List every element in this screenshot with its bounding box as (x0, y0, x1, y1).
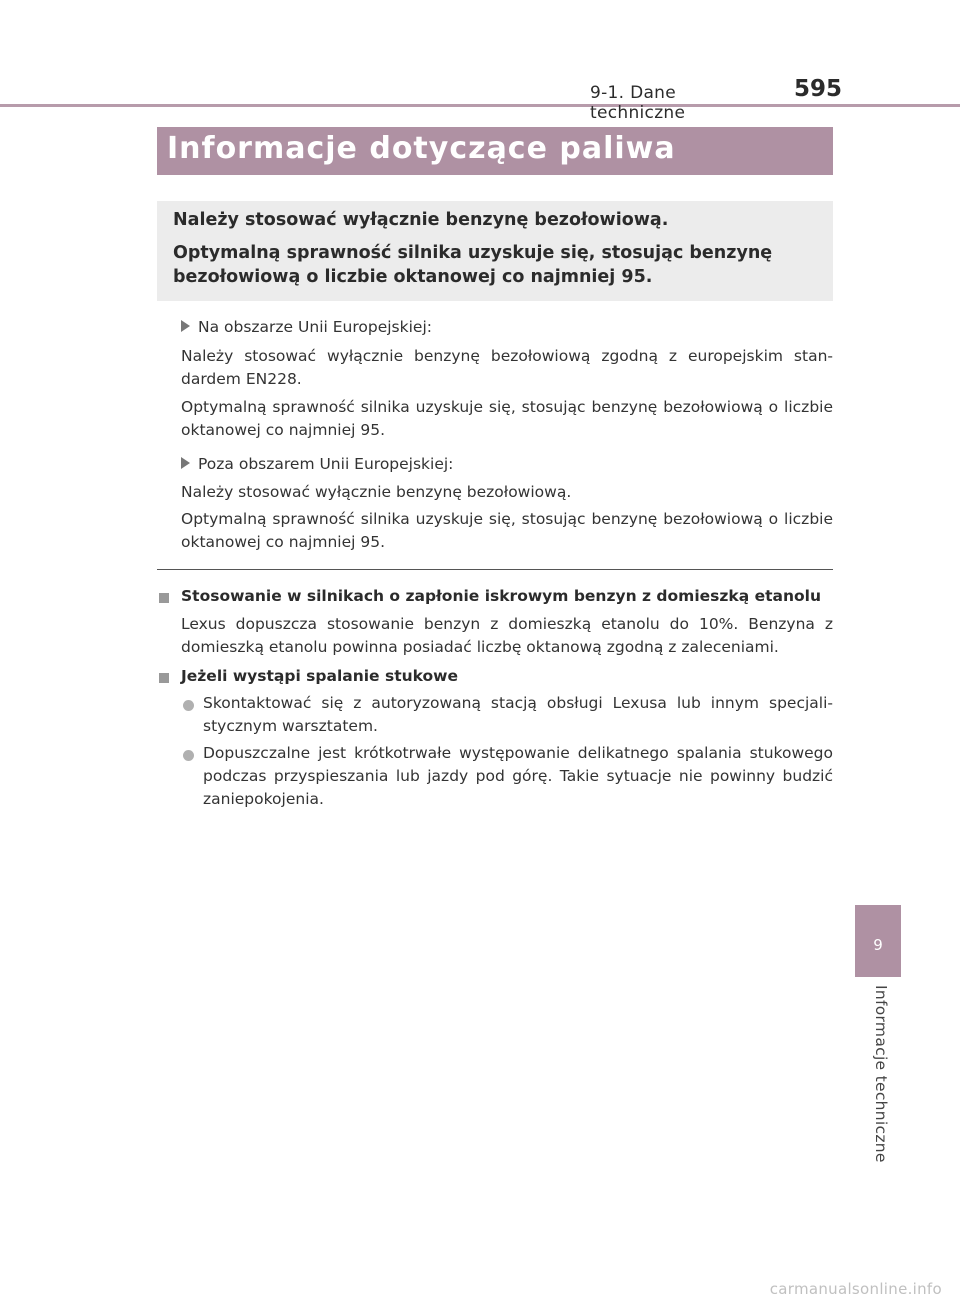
summary-line-1: Należy stosować wyłącznie benzynę bezołowiową. (173, 210, 669, 230)
non-eu-heading (181, 455, 453, 473)
ethanol-paragraph (181, 613, 833, 659)
summary-line-2: Optymalną sprawność silnika uzyskuje się, stosując benzynę bezołowiową o liczbie oktanowej co najmniej 95. (173, 243, 773, 287)
square-bullet-icon (159, 673, 169, 683)
non-eu-paragraph-2 (181, 508, 833, 554)
watermark: carmanualsonline.info (769, 1280, 942, 1298)
section-label: 9-1. Dane techniczne (590, 83, 686, 123)
square-bullet-icon (159, 593, 169, 603)
chapter-label (864, 985, 894, 1165)
eu-p1-text: Należy stosować wyłącznie benzynę bezołowiową zgodną z europejskim standardem EN228. (181, 347, 833, 388)
chapter-tab (855, 905, 901, 977)
eu-paragraph-1 (181, 345, 833, 391)
non-eu-p2-text: Optymalną sprawność silnika uzyskuje się, stosując benzynę bezołowiową o liczbie oktanowej co najmniej 95. (181, 510, 833, 551)
chapter-number: 9 (873, 936, 883, 954)
knock-heading: Jeżeli wystąpi spalanie stukowe (181, 667, 459, 685)
page-number: 595 (793, 76, 842, 102)
non-eu-p1-text: Należy stosować wyłącznie benzynę bezołowiową. (181, 483, 572, 501)
page-title: Informacje dotyczące paliwa (167, 131, 676, 166)
ethanol-heading: Stosowanie w silnikach o zapłonie iskrowym benzyn z domieszką etanolu (181, 587, 821, 605)
circle-bullet-icon (183, 700, 194, 711)
non-eu-heading-text: Poza obszarem Unii Europejskiej: (198, 455, 454, 473)
knock-item-2-text: Dopuszczalne jest krótkotrwałe występowanie delikatnego spalania stukowego podczas przyspieszania lub jazdy pod górę. Takie sytuacje nie powinny budzić zaniepokojenia. (203, 744, 833, 808)
knock-item-2 (203, 742, 833, 811)
running-head (590, 76, 844, 123)
eu-p2-text: Optymalną sprawność silnika uzyskuje się, stosując benzynę bezołowiową o liczbie oktanowej co najmniej 95. (181, 398, 833, 439)
summary-box (157, 201, 833, 301)
chapter-label-text: Informacje techniczne (872, 985, 890, 1163)
eu-heading-text: Na obszarze Unii Europejskiej: (198, 318, 432, 336)
knock-item-1-text: Skontaktować się z autoryzowaną stacją obsługi Lexusa lub innym specjalistycznym warsztatem. (203, 694, 833, 735)
non-eu-paragraph-1 (181, 481, 833, 504)
ethanol-text: Lexus dopuszcza stosowanie benzyn z domieszką etanolu do 10%. Benzyna z domieszką etanolu powinna posiadać liczbę oktanową zgodną z zaleceniami. (181, 615, 833, 656)
title-bar (157, 127, 833, 175)
circle-bullet-icon (183, 750, 194, 761)
section-divider (157, 569, 833, 570)
eu-paragraph-2 (181, 396, 833, 442)
eu-heading (181, 318, 432, 336)
triangle-bullet-icon (181, 320, 190, 332)
triangle-bullet-icon (181, 457, 190, 469)
knock-item-1 (203, 692, 833, 738)
